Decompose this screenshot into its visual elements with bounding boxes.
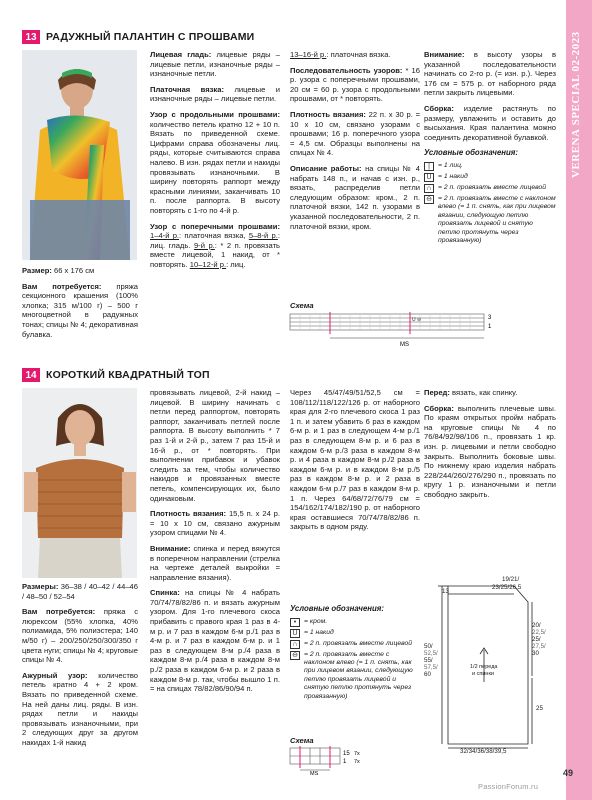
legend-text: = 1 лиц. [438, 161, 463, 169]
armhole-2: 22,5/ [532, 629, 546, 636]
svg-text:U ⊖: U ⊖ [412, 317, 422, 323]
assembly-text: изделие растянуть по размеру, увлажнить и оставить до высыхания. Края палантина можно соединить декоративной булавкой. [424, 103, 556, 142]
garter-label: Платочная вязка: [150, 84, 224, 94]
legend-text: = 2 п. провязать вместе лицевой [438, 183, 547, 191]
cross-row-4: 10–12-й р. [189, 259, 227, 269]
legend-title: Условные обозначения: [424, 148, 518, 158]
ssk-icon: ⊖ [424, 195, 434, 204]
side-height: 25 [536, 705, 543, 712]
schema-13-ms: MS [400, 342, 409, 348]
assembly-14-label: Сборка: [424, 403, 454, 413]
page-number: 49 [563, 768, 574, 778]
legend-row [424, 184, 556, 193]
side-strip [566, 0, 592, 800]
legend-text: = 1 накид [304, 628, 334, 636]
armhole-1: 20/ [532, 622, 541, 629]
scarf-photo [22, 50, 137, 260]
magazine-title: VERENА SPECIAL 02-2023 [570, 31, 582, 178]
bottom-width: 32/34/36/38/39,5 [460, 748, 507, 755]
attention-text: в высоту узоры в указанной последовательности начинать со 2-го р. (= изн. р.). Через 176 см = 575 р. от наборного ряда петли закрыть лицевыми. [424, 50, 556, 98]
piece-label-2: и спинки [472, 671, 494, 677]
ssk-icon: ⊖ [290, 651, 300, 660]
length-5: 60 [424, 671, 431, 678]
assembly-label: Сборка: [424, 103, 454, 113]
neck-width: 13 [442, 588, 449, 595]
armhole-3: 25/ [532, 636, 541, 643]
sizes-label: Размеры: [22, 582, 59, 591]
rows-13-16: 13–16-й р. [290, 50, 327, 59]
work-text: на спицы № 4 набрать 148 п., и начав с изн. р., вязать, распределив петли следующим образом: кром., 2 п. платочной вязки, 142 п. узорами в указанной последовательности, 2 п. платочной вязки, кром. [290, 163, 421, 231]
long-stripes-label: Узор с продольными прошвами: [150, 109, 280, 119]
schema-14-ms: MS [310, 771, 319, 776]
schema-14-repeat-a: 7x [354, 751, 360, 757]
knit-icon: | [424, 162, 434, 171]
section-14-heading [22, 368, 210, 382]
attention-label: Внимание: [424, 50, 465, 59]
sequence-label: Последовательность узоров: [290, 65, 403, 75]
schema-13-label: Схема [290, 301, 314, 310]
cross-text-4: : лиц. [226, 259, 246, 269]
section-13-number: 13 [22, 30, 40, 44]
legend-row [424, 162, 556, 171]
front-text: вязать, как спинку. [449, 388, 518, 397]
length-3: 55/ [424, 657, 433, 664]
legend-row [290, 618, 420, 627]
schema-13-label-wrap [290, 301, 330, 311]
materials-label: Вам потребуется: [22, 281, 102, 291]
legend-text: = кром. [304, 617, 328, 625]
section-13-col3 [290, 50, 420, 237]
edge-stitch-icon: • [290, 618, 300, 627]
yarn-over-icon: U [424, 173, 434, 182]
materials-14-text: пряжа с люрексом (55% хлопка, 40% полиамида, 5% полиэстера; 140 м/50 г) – 200/250/250/300/350 г цвета нуги; спицы № 4; круговые спицы № 4. [22, 607, 138, 665]
gauge-label: Плотность вязания: [290, 109, 366, 119]
legend-14-title: Условные обозначения: [290, 604, 384, 613]
stockinette-label: Лицевая гладь: [150, 50, 212, 59]
k2tog-icon: ∩ [290, 640, 300, 649]
garter-text: лицевые и изнаночные ряды – лицевые петли. [150, 84, 280, 104]
section-13-col4 [424, 50, 556, 247]
length-1: 50/ [424, 643, 433, 650]
garment-pattern-diagram [424, 572, 558, 762]
legend-row [290, 651, 420, 701]
legend-text: = 2 п. провязать вместе лицевой [304, 639, 413, 647]
legend-text: = 2 п. провязать вместе с наклоном влево (= 1 п. снять, как при лицевом вязании, следующую петлю провязать лицевой и снятую петлю протянуть через провязанную) [438, 194, 556, 244]
work-label: Описание работы: [290, 163, 362, 173]
armhole-5: 30 [532, 650, 539, 657]
schema-13-row1: 1 [488, 324, 492, 330]
cross-text-2: : лиц. гладь. [150, 231, 281, 250]
assembly-14-text: выполнить плечевые швы. По краям открытых пройм набрать на круговые спицы № 4 по 76/84/92/98/106 п., провязать 1 кр. изн. р. лицевыми и петли свободно закрыть. Выполнить боковые швы. По нижнему краю изделия набрать 228/244/260/276/290 п., провязать по кругу 1 р. изнаночными и петли свободно закрыть. [424, 403, 556, 499]
legend-row [424, 173, 556, 182]
legend-text: = 1 накид [438, 172, 468, 180]
section-14-col4 [424, 388, 556, 506]
schema-14-repeat-b: 7x [354, 759, 360, 765]
section-13-col2 [150, 50, 280, 275]
length-2: 52,5/ [424, 650, 438, 657]
section-14-title: КОРОТКИЙ КВАДРАТНЫЙ ТОП [46, 369, 210, 381]
legend-row [290, 629, 420, 638]
section-13-col1 [22, 266, 138, 345]
legend-row [424, 195, 556, 245]
top-photo [22, 388, 137, 578]
section-14-col3 [290, 388, 420, 538]
attention-14-text: спинка и перед вяжутся в поперечном направлении (стрелка на чертеже деталей выкройки = направление вязания). [150, 543, 280, 582]
lace-text: количество петель кратно 4 + 2 кром. Вязать по приведенной схеме. На ней даны лиц. ряды. В изн. рядах петли и накиды провязывать изнаночными, при 2 следующих друг за другом накидах 1-й накид [22, 670, 138, 747]
gauge-14-text: 15,5 п. х 24 р. = 10 х 10 см, связано ажурным узором спицами № 4. [150, 509, 280, 538]
cross-row-2: 5–8-й р. [248, 231, 278, 241]
attention-14-label: Внимание: [150, 543, 191, 553]
section-14-number: 14 [22, 368, 40, 382]
armhole-4: 27,5/ [532, 643, 546, 650]
gauge-text: 22 п. х 30 р. = 10 х 10 см, связано узорами с прошвами; 16 р. поперечного узора = 4,5 см. Образцы выполнены на спицах № 4. [290, 109, 420, 158]
scarf-model-illustration [22, 50, 137, 260]
size-label: Размер: [22, 266, 52, 275]
section-14-col2 [150, 388, 280, 700]
legend-row [290, 640, 420, 649]
section-14-col1 [22, 582, 138, 754]
schema-14-chart [288, 746, 388, 776]
front-label: Перед: [424, 388, 450, 397]
lace-label: Ажурный узор: [22, 670, 88, 680]
schema-14-row15: 15 [343, 751, 350, 757]
yarn-over-icon: U [290, 629, 300, 638]
size-value: 66 х 176 см [51, 266, 95, 275]
gauge-14-label: Плотность вязания: [150, 509, 227, 519]
cross-row-1: 1–4-й р. [150, 231, 180, 241]
long-stripes-text: количество петель кратно 12 + 10 п. Вязать по приведенной схеме. Цифрами справа обозначены лиц. ряды, которые считываются справа налево. В изн. рядах петли и накиды провязывать изнаночными. В ширину повторять раппорт между красными линиями, заканчивать 10 п. после раппорта. В высоту повторять с 1-го по 4-й р. [150, 119, 280, 215]
materials-14-label: Вам потребуется: [22, 607, 96, 617]
top-width-1: 19/21/ [502, 576, 520, 583]
schema-13-row3: 3 [488, 315, 492, 321]
sizes-value: 36–38 / 40–42 / 44–46 / 48–50 / 52–54 [22, 582, 138, 601]
schema-14-label-wrap [290, 736, 330, 746]
k2tog-icon: ∩ [424, 184, 434, 193]
top-width-2: 23/25/26,5 [492, 584, 522, 591]
stockinette-text: лицевые ряды – лицевые петли, изнаночные ряды – изнаночные петли. [150, 50, 280, 79]
site-watermark: PassionForum.ru [478, 782, 539, 791]
lace-continued: провязывать лицевой, 2-й накид – лицевой. В ширину начинать с петли перед раппортом, повторять раппорт, заканчивать петлей после раппорта. В высоту выполнить * 7 раз 1-й и 2-й р., затем 7 раз 15-й и 16-й р., от * повторять. При выполнении прибавок и убавок следить за тем, чтобы количество накидов и провязанных вместе петель, компенсирующих их, было одинаковым. [150, 388, 280, 503]
schema-14-row1: 1 [343, 759, 347, 765]
cross-text-3: : * 2 п. провязать вместе лицевой, 1 накид, от * повторять. [150, 240, 280, 269]
section-14-legend [290, 604, 420, 703]
cross-text-1: : платочная вязка, [179, 231, 249, 241]
back-text: на спицы № 4 набрать 70/74/78/82/86 п. и вязать ажурным узором. Для 1-го плечевого скоса прибавить с правого края 1 раз в 4-м р. и 7 раз в каждом 6-м р./1 раз в 4-м р. и 7 раз в каждом 6-м р. и 1 раз в следующем 8-м р./4 раза в каждом 8-м р./4 раза в каждом 8-м р./2 раза в каждом 6-м р. и 2 раза в каждом 8-м р. так, чтобы вышло 1 п. = на спицах 78/82/86/90/94 п. [150, 588, 280, 694]
rows-13-16-text: : платочная вязка. [326, 50, 391, 59]
schema-13-chart [288, 312, 508, 352]
section-13-title: РАДУЖНЫЙ ПАЛАНТИН С ПРОШВАМИ [46, 31, 255, 43]
back-label: Спинка: [150, 588, 180, 598]
sequence-text: * 16 р. узора с поперечными прошвами, 20 см = 60 р. узора с продольными прошвами, от * повторять. [290, 65, 420, 104]
cross-row-3: 9-й р. [193, 240, 215, 250]
length-4: 57,5/ [424, 664, 438, 671]
back-continued: Через 45/47/49/51/52,5 см = 108/112/118/122/126 р. от наборного края для 2-го плечевого скоса 1 раз 1 п. и затем убавить 6 раз в каждом 6-м р. и 1 раз в следующем 4-м р./1 раз в следующем 8-м р. и 6 раз в каждом 6-м р./3 раза в каждом 8-м р. и 4 раза в каждом 8-м р./2 раза в каждом 6-м р. и в каждом 8-м р./5 раз в каждом 8-м р. и 2 раза в каждом 6-м р./7 раз в каждом 8-м р. 1 п. Через 64/68/72/76/79 см = 154/162/174/182/190 р. от наборного края оставшиеся 70/74/78/82/86 п. закрыть в одном ряду. [290, 388, 420, 532]
cross-stripes-label: Узор с поперечными прошвами: [150, 221, 280, 231]
materials-text: пряжа секционного крашения (100% хлопка; 315 м/100 г) – 500 г многоцветной в радужных тонах; спицы № 4; декоративная булавка. [22, 281, 138, 339]
legend-text: = 2 п. провязать вместе с наклоном влево (= 1 п. снять, как при лицевом вязании, следующую петлю провязать лицевой и снятую петлю протянуть через провязанную) [304, 650, 413, 700]
section-13-heading [22, 30, 254, 44]
top-model-illustration [22, 388, 137, 578]
piece-label-1: 1/2 переда [470, 664, 498, 670]
schema-14-label: Схема [290, 736, 314, 745]
